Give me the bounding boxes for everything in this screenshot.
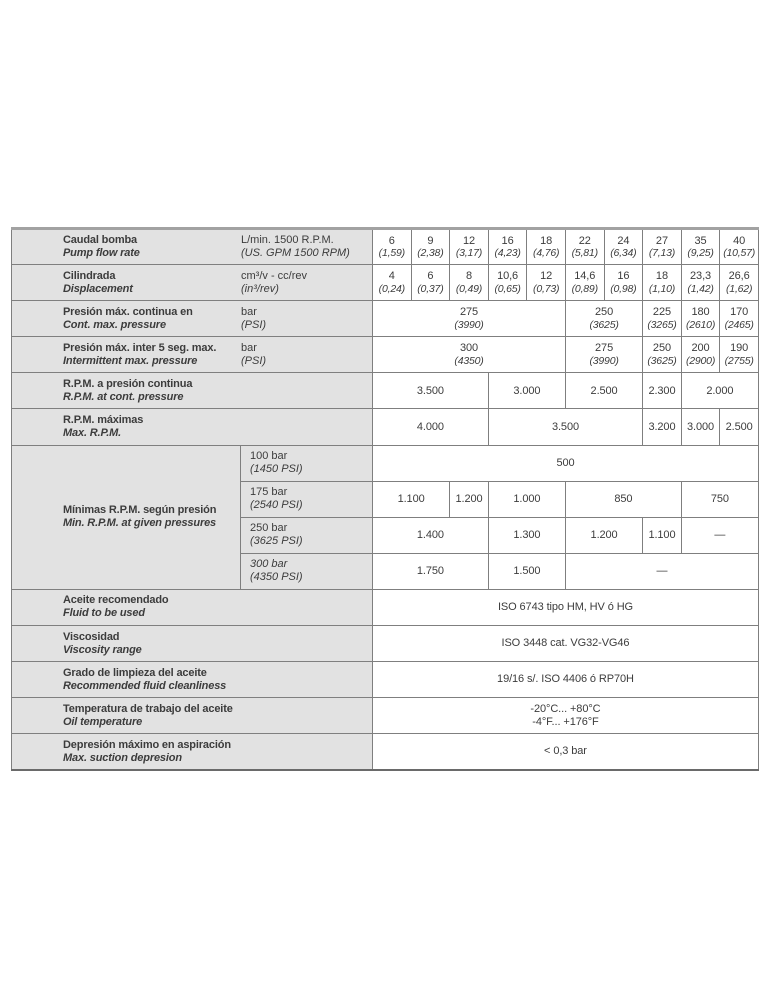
data-cell-pump-flow-rate-0 (373, 229, 412, 265)
data-cell-displacement-2 (450, 265, 489, 301)
row-label (12, 703, 241, 729)
row-label (12, 234, 241, 260)
unit-label-en: (PSI) (241, 354, 267, 367)
unit-cell-6 (241, 445, 373, 481)
data-cell-pump-flow-rate-3 (488, 229, 527, 265)
data-cell-pump-flow-rate-5 (565, 229, 604, 265)
unit-cell-8 (241, 517, 373, 553)
row-head-max-suction-depression (12, 734, 373, 770)
cell-value: < 0,3 bar (544, 745, 587, 758)
cell-value: 1.100 (397, 492, 425, 505)
data-cell-rpm-at-cont-pressure-4 (681, 373, 758, 409)
cell-subvalue: (3265) (647, 318, 677, 331)
row-label (12, 342, 241, 368)
cell-value: 275 (459, 306, 479, 319)
unit-label-en: (US. GPM 1500 RPM) (241, 247, 350, 260)
cell-value: 23,3 (690, 270, 712, 283)
row-head-recommended-fluid (12, 589, 373, 625)
row-head-fluid-cleanliness (12, 662, 373, 698)
cell-subvalue: (7,13) (648, 247, 676, 260)
data-cell-displacement-1 (411, 265, 450, 301)
spec-row-min-rpm-100bar (12, 445, 759, 481)
cell-value: -20°C... +80°C (530, 703, 601, 716)
data-cell-cont-max-pressure-2 (643, 301, 682, 337)
spec-row-viscosity-range (12, 626, 759, 662)
data-cell-min-rpm-250bar-4 (681, 517, 758, 553)
row-label-es: Viscosidad (63, 630, 120, 643)
data-cell-intermittent-max-pressure-4 (720, 337, 759, 373)
data-cell-intermittent-max-pressure-0 (373, 337, 566, 373)
spec-row-pump-flow-rate (12, 229, 759, 265)
row-label (12, 667, 241, 693)
data-cell-displacement-6 (604, 265, 643, 301)
cell-value: 3.000 (513, 384, 541, 397)
row-label-es: Presión máx. inter 5 seg. max. (63, 341, 217, 354)
unit-cell-9 (241, 553, 373, 589)
cell-subvalue: (2465) (724, 318, 754, 331)
cell-value: 35 (694, 234, 707, 247)
cell-value: 27 (655, 234, 668, 247)
spec-row-recommended-fluid (12, 589, 759, 625)
cell-value: 9 (427, 234, 434, 247)
row-label-es: Presión máx. continua en (63, 305, 193, 318)
spec-row-cont-max-pressure (12, 301, 759, 337)
row-label-es: R.P.M. a presión continua (63, 377, 193, 390)
cell-value: 250 (652, 342, 671, 355)
cell-value: 3.000 (687, 420, 715, 433)
row-label-en: R.P.M. at cont. pressure (63, 390, 184, 403)
data-cell-cont-max-pressure-3 (681, 301, 720, 337)
data-cell-displacement-9 (720, 265, 759, 301)
row-label-es: R.P.M. máximas (63, 414, 144, 427)
data-cell-pump-flow-rate-7 (643, 229, 682, 265)
row-label-es: Caudal bomba (63, 234, 137, 247)
cell-value: 40 (733, 234, 746, 247)
cell-value: ISO 3448 cat. VG32-VG46 (501, 637, 630, 650)
cell-subvalue: (3990) (589, 354, 619, 367)
cell-value: 6 (388, 234, 395, 247)
cell-value: 170 (730, 306, 749, 319)
row-head-group-min-rpm-100bar (12, 445, 241, 589)
row-head-rpm-at-cont-pressure (12, 373, 373, 409)
cell-value: 2.500 (590, 384, 618, 397)
data-cell-pump-flow-rate-9 (720, 229, 759, 265)
spec-row-max-rpm (12, 409, 759, 445)
cell-subvalue: (0,89) (571, 282, 598, 295)
row-label (12, 594, 241, 620)
pump-specification-table (11, 227, 759, 771)
unit-label-es: 175 bar (250, 486, 288, 499)
data-cell-min-rpm-250bar-0 (373, 517, 489, 553)
cell-value: 16 (617, 270, 630, 283)
cell-subvalue: (1,59) (378, 247, 405, 260)
unit-cell-7 (241, 481, 373, 517)
row-head-viscosity-range (12, 626, 373, 662)
cell-value: 1.750 (416, 565, 444, 578)
data-cell-pump-flow-rate-2 (450, 229, 489, 265)
cell-subvalue: (2900) (685, 354, 716, 367)
data-cell-cont-max-pressure-0 (373, 301, 566, 337)
data-cell-min-rpm-175bar-1 (450, 481, 489, 517)
row-label-en: Intermittent max. pressure (63, 354, 198, 367)
row-label-en: Min. R.P.M. at given pressures (63, 517, 217, 530)
unit-label-en: (2540 PSI) (250, 499, 303, 512)
data-cell-min-rpm-175bar-2 (488, 481, 565, 517)
data-cell-displacement-5 (565, 265, 604, 301)
unit-label-en: (3625 PSI) (250, 535, 303, 548)
cell-value: 6 (427, 270, 434, 283)
data-cell-rpm-at-cont-pressure-2 (565, 373, 642, 409)
cell-subvalue: (3625) (647, 354, 677, 367)
row-label-es: Grado de limpieza del aceite (63, 666, 207, 679)
row-label-es: Depresión máximo en aspiración (63, 738, 231, 751)
cell-value: 14,6 (574, 270, 596, 283)
cell-value: 850 (614, 492, 633, 505)
cell-value: 4.000 (416, 420, 444, 433)
row-unit (241, 306, 372, 332)
row-label-en: Oil temperature (63, 715, 143, 728)
data-cell-oil-temperature-0 (373, 698, 759, 734)
row-label-en: Cont. max. pressure (63, 318, 166, 331)
cell-value: 2.000 (706, 384, 734, 397)
data-cell-max-rpm-4 (720, 409, 759, 445)
unit-label-es: bar (241, 341, 257, 354)
spec-row-max-suction-depression (12, 734, 759, 770)
unit-label-en: (PSI) (241, 318, 267, 331)
cell-subvalue: (1,62) (726, 282, 753, 295)
unit-label-es: bar (241, 305, 257, 318)
cell-value: 3.200 (648, 420, 676, 433)
cell-value: 1.400 (416, 529, 444, 542)
cell-value: 225 (652, 306, 671, 319)
spec-row-intermittent-max-pressure (12, 337, 759, 373)
cell-subvalue: (0,98) (610, 282, 637, 295)
data-cell-max-rpm-0 (373, 409, 489, 445)
row-label-en: Recommended fluid cleanliness (63, 679, 227, 692)
row-head-cont-max-pressure (12, 301, 373, 337)
row-label (12, 270, 241, 296)
data-cell-min-rpm-175bar-0 (373, 481, 450, 517)
data-cell-max-rpm-3 (681, 409, 720, 445)
cell-value: 8 (465, 270, 472, 283)
row-head-oil-temperature (12, 698, 373, 734)
cell-value: 1.200 (590, 529, 618, 542)
spec-row-displacement (12, 265, 759, 301)
cell-value: 2.300 (648, 384, 676, 397)
cell-value: 1.500 (513, 565, 541, 578)
spec-row-oil-temperature (12, 698, 759, 734)
data-cell-min-rpm-175bar-4 (681, 481, 758, 517)
data-cell-pump-flow-rate-1 (411, 229, 450, 265)
cell-value: 12 (462, 234, 475, 247)
spec-row-rpm-at-cont-pressure (12, 373, 759, 409)
unit-label-en: (in³/rev) (241, 282, 279, 295)
unit-label-en: (4350 PSI) (250, 571, 303, 584)
cell-subvalue: (9,25) (687, 247, 714, 260)
data-cell-rpm-at-cont-pressure-0 (373, 373, 489, 409)
cell-value: 2.500 (725, 420, 753, 433)
cell-value: 4 (388, 270, 395, 283)
row-unit (241, 234, 372, 260)
data-cell-max-rpm-1 (488, 409, 642, 445)
pump-specification-table-container (11, 227, 759, 771)
row-unit (241, 342, 372, 368)
cell-value: 3.500 (551, 420, 579, 433)
data-cell-pump-flow-rate-8 (681, 229, 720, 265)
data-cell-cont-max-pressure-4 (720, 301, 759, 337)
cell-value: 26,6 (728, 270, 750, 283)
cell-value: 750 (710, 492, 729, 505)
data-cell-displacement-0 (373, 265, 412, 301)
row-label-es: Aceite recomendado (63, 594, 169, 607)
data-cell-viscosity-range-0 (373, 626, 759, 662)
data-cell-min-rpm-250bar-3 (643, 517, 682, 553)
row-head-max-rpm (12, 409, 373, 445)
cell-subvalue: (0,49) (455, 282, 483, 295)
data-cell-min-rpm-175bar-3 (565, 481, 681, 517)
row-label-en: Max. R.P.M. (63, 427, 122, 440)
row-label (12, 414, 241, 440)
data-cell-max-suction-depression-0 (373, 734, 759, 770)
unit-label-es: L/min. 1500 R.P.M. (241, 234, 334, 247)
cell-value: 10,6 (497, 270, 519, 283)
cell-subvalue: (0,73) (533, 282, 560, 295)
row-unit (241, 270, 372, 296)
row-label (12, 378, 241, 404)
cell-subvalue: (3625) (589, 318, 619, 331)
cell-subvalue: (1,10) (648, 282, 676, 295)
unit-label-es: 250 bar (250, 522, 288, 535)
unit-label-es: cm³/v - cc/rev (241, 269, 307, 282)
spec-row-fluid-cleanliness (12, 662, 759, 698)
cell-value: 500 (556, 456, 575, 469)
cell-value: 250 (595, 306, 614, 319)
cell-value: 1.200 (455, 492, 483, 505)
row-label-en: Viscosity range (63, 643, 142, 656)
cell-value: ISO 6743 tipo HM, HV ó HG (497, 601, 633, 614)
cell-value: 190 (730, 342, 749, 355)
cell-value: 18 (540, 234, 553, 247)
cell-subvalue: (3990) (454, 318, 484, 331)
data-cell-min-rpm-300bar-2 (565, 553, 758, 589)
data-cell-min-rpm-250bar-2 (565, 517, 642, 553)
row-label-en: Displacement (63, 282, 133, 295)
cell-value: 1.100 (648, 529, 676, 542)
cell-subvalue: (4,23) (494, 247, 521, 260)
unit-label-en: (1450 PSI) (250, 463, 303, 476)
row-label-es: Temperatura de trabajo del aceite (63, 702, 233, 715)
cell-subvalue: (1,42) (687, 282, 714, 295)
cell-subvalue: (0,24) (378, 282, 405, 295)
spec-table-body (12, 229, 759, 771)
unit-label-es: 300 bar (250, 558, 288, 571)
row-label-en: Pump flow rate (63, 247, 140, 260)
row-head-intermittent-max-pressure (12, 337, 373, 373)
cell-value: 16 (501, 234, 514, 247)
cell-subvalue: (10,57) (723, 247, 756, 260)
row-label (12, 631, 241, 657)
cell-subvalue: (3,17) (455, 247, 483, 260)
data-cell-fluid-cleanliness-0 (373, 662, 759, 698)
row-head-pump-flow-rate (12, 229, 373, 265)
data-cell-pump-flow-rate-6 (604, 229, 643, 265)
unit-label-es: 100 bar (250, 450, 288, 463)
data-cell-displacement-7 (643, 265, 682, 301)
data-cell-min-rpm-100bar-0 (373, 445, 759, 481)
cell-value: 1.300 (513, 529, 541, 542)
cell-subvalue: (5,81) (571, 247, 598, 260)
cell-value: 18 (655, 270, 668, 283)
cell-value: 275 (595, 342, 614, 355)
cell-subvalue: (0,65) (494, 282, 521, 295)
cell-subvalue: (2755) (724, 354, 754, 367)
data-cell-intermittent-max-pressure-1 (565, 337, 642, 373)
row-label-es: Cilindrada (63, 269, 116, 282)
data-cell-cont-max-pressure-1 (565, 301, 642, 337)
data-cell-min-rpm-250bar-1 (488, 517, 565, 553)
data-cell-pump-flow-rate-4 (527, 229, 566, 265)
data-cell-intermittent-max-pressure-2 (643, 337, 682, 373)
cell-subvalue: (4,76) (533, 247, 560, 260)
cell-value: 1.000 (513, 492, 541, 505)
cell-value: 22 (578, 234, 591, 247)
cell-value: — (656, 565, 668, 578)
row-label (12, 739, 241, 765)
data-cell-displacement-8 (681, 265, 720, 301)
row-label-en: Max. suction depresion (63, 751, 182, 764)
data-cell-displacement-3 (488, 265, 527, 301)
cell-subvalue: (0,37) (417, 282, 444, 295)
row-label-en: Fluid to be used (63, 607, 145, 620)
data-cell-recommended-fluid-0 (373, 589, 759, 625)
cell-subvalue: (6,34) (610, 247, 637, 260)
data-cell-rpm-at-cont-pressure-1 (488, 373, 565, 409)
cell-value: 200 (691, 342, 710, 355)
cell-value: 300 (459, 342, 479, 355)
data-cell-rpm-at-cont-pressure-3 (643, 373, 682, 409)
data-cell-min-rpm-300bar-1 (488, 553, 565, 589)
cell-value-line2: -4°F... +176°F (532, 715, 599, 728)
row-label-es: Mínimas R.P.M. según presión (63, 504, 217, 517)
cell-subvalue: (4350) (454, 354, 484, 367)
cell-value: 12 (540, 270, 553, 283)
row-label (12, 306, 241, 332)
row-head-displacement (12, 265, 373, 301)
cell-value: 180 (691, 306, 710, 319)
cell-value: 3.500 (416, 384, 444, 397)
cell-value: 19/16 s/. ISO 4406 ó RP70H (497, 673, 634, 686)
data-cell-intermittent-max-pressure-3 (681, 337, 720, 373)
cell-value: 24 (617, 234, 630, 247)
cell-subvalue: (2610) (685, 318, 716, 331)
cell-value: — (714, 529, 726, 542)
data-cell-max-rpm-2 (643, 409, 682, 445)
data-cell-displacement-4 (527, 265, 566, 301)
data-cell-min-rpm-300bar-0 (373, 553, 489, 589)
cell-subvalue: (2,38) (417, 247, 444, 260)
